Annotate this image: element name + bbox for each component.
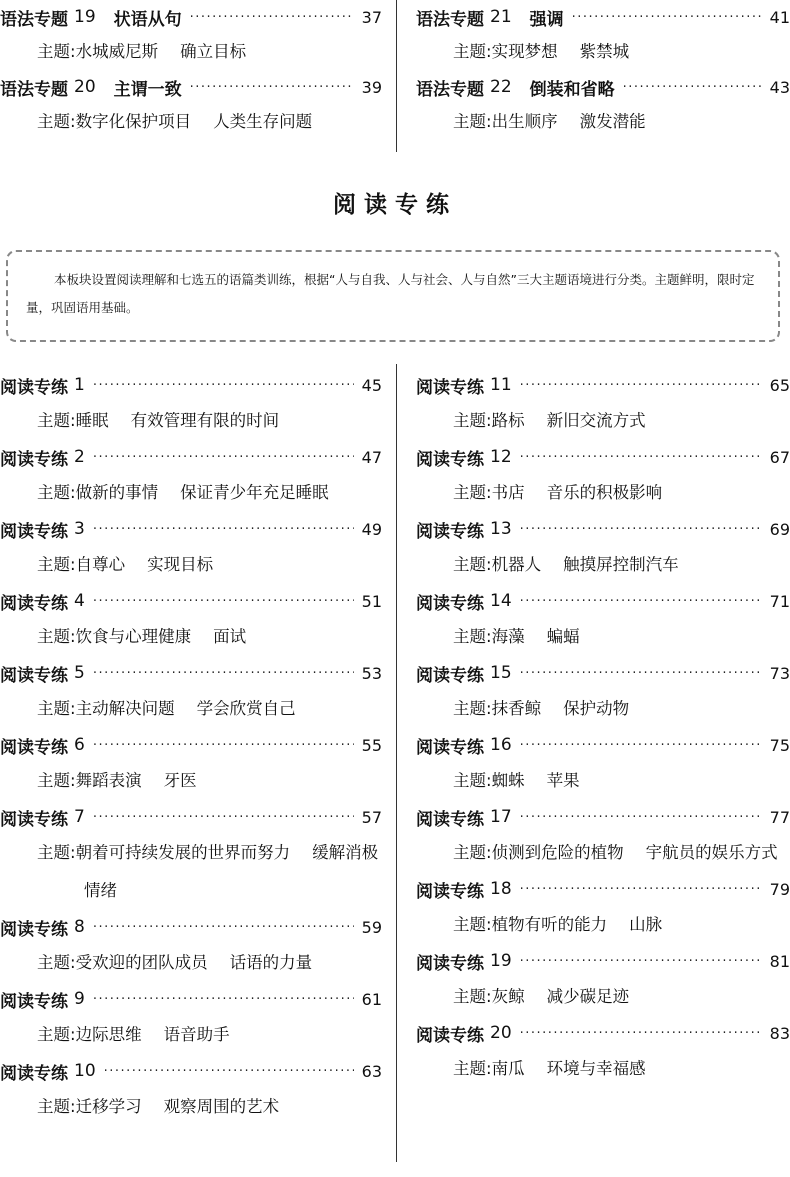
entry-topics bbox=[0, 1016, 382, 1054]
entry-label: 阅读专练 bbox=[0, 521, 68, 542]
topic-2: 环境与幸福感 bbox=[546, 1059, 646, 1078]
topic-2: 确立目标 bbox=[180, 42, 247, 61]
topic-2: 蝙蝠 bbox=[546, 627, 580, 646]
entry-number: 3 bbox=[74, 519, 85, 539]
toc-entry-grammar-22[interactable] bbox=[416, 70, 790, 140]
dot-leader bbox=[104, 1064, 354, 1079]
dot-leader bbox=[93, 992, 354, 1007]
toc-entry-reading-16[interactable] bbox=[416, 728, 790, 800]
entry-number: 9 bbox=[74, 989, 85, 1009]
entry-topics bbox=[0, 944, 382, 982]
entry-number: 19 bbox=[490, 951, 512, 971]
topic-label: 主题: bbox=[453, 915, 492, 934]
dot-leader bbox=[520, 810, 762, 825]
entry-label: 阅读专练 bbox=[0, 377, 68, 398]
topic-2: 触摸屏控制汽车 bbox=[563, 555, 679, 574]
toc-entry-grammar-19[interactable] bbox=[0, 0, 382, 70]
topic-1: 海藻 bbox=[491, 627, 525, 646]
entry-topics bbox=[416, 978, 790, 1016]
topic-1: 睡眠 bbox=[75, 411, 109, 430]
topic-2: 缓解消极情绪 bbox=[84, 843, 379, 900]
topic-2: 新旧交流方式 bbox=[546, 411, 646, 430]
entry-label: 阅读专练 bbox=[0, 991, 68, 1012]
dot-leader bbox=[93, 920, 354, 935]
entry-number: 5 bbox=[74, 663, 85, 683]
page-number: 39 bbox=[361, 77, 382, 97]
toc-entry-grammar-21[interactable] bbox=[416, 0, 790, 70]
entry-number: 20 bbox=[74, 77, 96, 97]
toc-entry-reading-20[interactable] bbox=[416, 1016, 790, 1088]
topic-2: 语音助手 bbox=[163, 1025, 230, 1044]
toc-entry-reading-19[interactable] bbox=[416, 944, 790, 1016]
entry-topics bbox=[416, 834, 790, 872]
toc-entry-reading-9[interactable] bbox=[0, 982, 382, 1054]
topic-2: 保护动物 bbox=[563, 699, 630, 718]
dot-leader bbox=[520, 954, 762, 969]
topic-2: 音乐的积极影响 bbox=[546, 483, 663, 502]
topic-2: 牙医 bbox=[163, 771, 197, 790]
topic-1: 出生顺序 bbox=[491, 112, 558, 131]
topic-label: 主题: bbox=[37, 843, 76, 862]
entry-number: 18 bbox=[490, 879, 512, 899]
page-number: 49 bbox=[361, 519, 382, 539]
topic-2: 观察周围的艺术 bbox=[163, 1097, 280, 1116]
entry-title: 状语从句 bbox=[113, 9, 182, 30]
dot-leader bbox=[520, 882, 762, 897]
page-number: 53 bbox=[361, 663, 382, 683]
grammar-right-column bbox=[416, 0, 790, 140]
entry-topics bbox=[0, 104, 382, 140]
entry-label: 阅读专练 bbox=[0, 665, 68, 686]
grammar-section bbox=[0, 0, 790, 160]
dot-leader bbox=[572, 10, 762, 25]
entry-topics bbox=[0, 34, 382, 70]
topic-2: 有效管理有限的时间 bbox=[130, 411, 280, 430]
topic-label: 主题: bbox=[453, 771, 492, 790]
page-number: 55 bbox=[361, 735, 382, 755]
toc-entry-reading-6[interactable] bbox=[0, 728, 382, 800]
dot-leader bbox=[190, 80, 354, 95]
entry-topics bbox=[416, 474, 790, 512]
dot-leader bbox=[520, 738, 762, 753]
entry-topics bbox=[0, 618, 382, 656]
page-number: 41 bbox=[769, 7, 790, 27]
topic-1: 实现梦想 bbox=[491, 42, 558, 61]
topic-2: 苹果 bbox=[546, 771, 580, 790]
page-number: 75 bbox=[769, 735, 790, 755]
topic-2: 人类生存问题 bbox=[213, 112, 313, 131]
page-number: 65 bbox=[769, 375, 790, 395]
page-number: 81 bbox=[769, 951, 790, 971]
page-number: 57 bbox=[361, 807, 382, 827]
entry-label: 语法专题 bbox=[416, 79, 484, 100]
entry-number: 2 bbox=[74, 447, 85, 467]
topic-2: 紫禁城 bbox=[579, 42, 630, 61]
entry-topics bbox=[0, 690, 382, 728]
topic-label: 主题: bbox=[453, 627, 492, 646]
entry-topics bbox=[416, 104, 790, 140]
entry-topics bbox=[416, 906, 790, 944]
toc-entry-reading-7[interactable] bbox=[0, 800, 382, 910]
entry-title: 主谓一致 bbox=[113, 79, 182, 100]
reading-left-column bbox=[0, 368, 382, 1126]
topic-1: 蜘蛛 bbox=[491, 771, 525, 790]
page-number: 45 bbox=[361, 375, 382, 395]
entry-number: 16 bbox=[490, 735, 512, 755]
dot-leader bbox=[520, 522, 762, 537]
entry-label: 阅读专练 bbox=[0, 593, 68, 614]
topic-1: 主动解决问题 bbox=[75, 699, 175, 718]
topic-label: 主题: bbox=[453, 1059, 492, 1078]
topic-label: 主题: bbox=[37, 699, 76, 718]
entry-topics bbox=[416, 1050, 790, 1088]
topic-2: 实现目标 bbox=[147, 555, 214, 574]
topic-label: 主题: bbox=[37, 42, 76, 61]
entry-label: 语法专题 bbox=[416, 9, 484, 30]
entry-number: 20 bbox=[490, 1023, 512, 1043]
topic-label: 主题: bbox=[453, 42, 492, 61]
topic-1: 抹香鲸 bbox=[491, 699, 542, 718]
topic-label: 主题: bbox=[453, 555, 492, 574]
topic-label: 主题: bbox=[37, 483, 76, 502]
toc-entry-reading-10[interactable] bbox=[0, 1054, 382, 1126]
entry-number: 4 bbox=[74, 591, 85, 611]
topic-label: 主题: bbox=[453, 843, 492, 862]
topic-1: 做新的事情 bbox=[75, 483, 159, 502]
entry-label: 阅读专练 bbox=[416, 521, 484, 542]
entry-number: 13 bbox=[490, 519, 512, 539]
topic-1: 数字化保护项目 bbox=[75, 112, 192, 131]
entry-label: 阅读专练 bbox=[0, 737, 68, 758]
column-divider bbox=[396, 0, 397, 152]
entry-number: 12 bbox=[490, 447, 512, 467]
topic-label: 主题: bbox=[37, 1025, 76, 1044]
toc-entry-reading-3[interactable] bbox=[0, 512, 382, 584]
topic-1: 受欢迎的团队成员 bbox=[75, 953, 208, 972]
topic-label: 主题: bbox=[453, 112, 492, 131]
toc-entry-reading-5[interactable] bbox=[0, 656, 382, 728]
topic-label: 主题: bbox=[453, 483, 492, 502]
entry-topics bbox=[0, 834, 382, 910]
entry-number: 6 bbox=[74, 735, 85, 755]
entry-topics bbox=[0, 546, 382, 584]
topic-1: 书店 bbox=[491, 483, 525, 502]
entry-number: 10 bbox=[74, 1061, 96, 1081]
entry-label: 阅读专练 bbox=[416, 1025, 484, 1046]
entry-label: 阅读专练 bbox=[416, 665, 484, 686]
topic-label: 主题: bbox=[37, 411, 76, 430]
dot-leader bbox=[520, 594, 762, 609]
entry-number: 22 bbox=[490, 77, 512, 97]
dot-leader bbox=[93, 450, 354, 465]
entry-label: 阅读专练 bbox=[0, 1063, 68, 1084]
entry-number: 19 bbox=[74, 7, 96, 27]
page-number: 51 bbox=[361, 591, 382, 611]
entry-topics bbox=[416, 618, 790, 656]
entry-topics bbox=[416, 402, 790, 440]
topic-1: 自尊心 bbox=[75, 555, 126, 574]
entry-number: 17 bbox=[490, 807, 512, 827]
topic-2: 话语的力量 bbox=[229, 953, 313, 972]
topic-2: 山脉 bbox=[629, 915, 663, 934]
dot-leader bbox=[520, 450, 762, 465]
topic-1: 灰鲸 bbox=[491, 987, 525, 1006]
page-number: 59 bbox=[361, 917, 382, 937]
topic-label: 主题: bbox=[37, 1097, 76, 1116]
topic-2: 面试 bbox=[213, 627, 247, 646]
topic-label: 主题: bbox=[37, 112, 76, 131]
topic-1: 侦测到危险的植物 bbox=[491, 843, 624, 862]
toc-entry-reading-2[interactable] bbox=[0, 440, 382, 512]
page-number: 37 bbox=[361, 7, 382, 27]
entry-topics bbox=[0, 1088, 382, 1126]
topic-1: 机器人 bbox=[491, 555, 542, 574]
topic-label: 主题: bbox=[37, 627, 76, 646]
dot-leader bbox=[520, 1026, 762, 1041]
topic-1: 水城威尼斯 bbox=[75, 42, 159, 61]
entry-label: 阅读专练 bbox=[416, 809, 484, 830]
entry-topics bbox=[0, 474, 382, 512]
dot-leader bbox=[623, 80, 762, 95]
page-number: 71 bbox=[769, 591, 790, 611]
entry-label: 阅读专练 bbox=[416, 881, 484, 902]
entry-topics bbox=[416, 690, 790, 728]
entry-label: 阅读专练 bbox=[0, 919, 68, 940]
dot-leader bbox=[93, 522, 354, 537]
entry-title: 倒装和省略 bbox=[529, 79, 615, 100]
dot-leader bbox=[93, 738, 354, 753]
topic-label: 主题: bbox=[453, 699, 492, 718]
topic-2: 激发潜能 bbox=[579, 112, 646, 131]
topic-label: 主题: bbox=[37, 953, 76, 972]
entry-label: 语法专题 bbox=[0, 79, 68, 100]
topic-1: 朝着可持续发展的世界而努力 bbox=[75, 843, 291, 862]
page-number: 43 bbox=[769, 77, 790, 97]
page-number: 83 bbox=[769, 1023, 790, 1043]
entry-number: 8 bbox=[74, 917, 85, 937]
entry-topics bbox=[416, 34, 790, 70]
toc-entry-reading-11[interactable] bbox=[416, 368, 790, 440]
entry-topics bbox=[0, 402, 382, 440]
toc-entry-reading-17[interactable] bbox=[416, 800, 790, 872]
section-title: 阅读专练 bbox=[333, 191, 457, 218]
dot-leader bbox=[190, 10, 354, 25]
entry-label: 语法专题 bbox=[0, 9, 68, 30]
topic-1: 迁移学习 bbox=[75, 1097, 142, 1116]
toc-entry-reading-13[interactable] bbox=[416, 512, 790, 584]
entry-topics bbox=[416, 546, 790, 584]
page-number: 61 bbox=[361, 989, 382, 1009]
topic-1: 路标 bbox=[491, 411, 525, 430]
entry-number: 11 bbox=[490, 375, 512, 395]
dot-leader bbox=[93, 594, 354, 609]
topic-label: 主题: bbox=[453, 411, 492, 430]
toc-entry-reading-12[interactable] bbox=[416, 440, 790, 512]
topic-1: 饮食与心理健康 bbox=[75, 627, 192, 646]
entry-label: 阅读专练 bbox=[0, 809, 68, 830]
dot-leader bbox=[93, 666, 354, 681]
topic-2: 保证青少年充足睡眠 bbox=[180, 483, 329, 502]
entry-label: 阅读专练 bbox=[416, 593, 484, 614]
toc-entry-reading-1[interactable] bbox=[0, 368, 382, 440]
entry-topics bbox=[416, 762, 790, 800]
topic-label: 主题: bbox=[37, 555, 76, 574]
topic-1: 舞蹈表演 bbox=[75, 771, 142, 790]
entry-label: 阅读专练 bbox=[416, 737, 484, 758]
dot-leader bbox=[520, 666, 762, 681]
entry-number: 15 bbox=[490, 663, 512, 683]
page-number: 69 bbox=[769, 519, 790, 539]
page-number: 73 bbox=[769, 663, 790, 683]
entry-title: 强调 bbox=[529, 9, 564, 30]
topic-2: 宇航员的娱乐方式 bbox=[645, 843, 778, 862]
topic-2: 减少碳足迹 bbox=[546, 987, 630, 1006]
intro-box: 本板块设置阅读理解和七选五的语篇类训练，根据“人与自我、人与社会、人与自然”三大主题语境进行分类。主题鲜明，限时定量，巩固语用基础。 bbox=[6, 250, 780, 342]
grammar-left-column bbox=[0, 0, 382, 140]
entry-topics bbox=[0, 762, 382, 800]
toc-entry-reading-4[interactable] bbox=[0, 584, 382, 656]
page-number: 79 bbox=[769, 879, 790, 899]
column-divider bbox=[396, 364, 397, 1162]
page-number: 77 bbox=[769, 807, 790, 827]
topic-label: 主题: bbox=[37, 771, 76, 790]
toc-entry-reading-14[interactable] bbox=[416, 584, 790, 656]
dot-leader bbox=[93, 810, 354, 825]
entry-number: 14 bbox=[490, 591, 512, 611]
page-number: 67 bbox=[769, 447, 790, 467]
topic-1: 边际思维 bbox=[75, 1025, 142, 1044]
topic-1: 植物有听的能力 bbox=[491, 915, 608, 934]
toc-entry-reading-18[interactable] bbox=[416, 872, 790, 944]
toc-entry-reading-15[interactable] bbox=[416, 656, 790, 728]
toc-entry-grammar-20[interactable] bbox=[0, 70, 382, 140]
topic-1: 南瓜 bbox=[491, 1059, 525, 1078]
entry-number: 1 bbox=[74, 375, 85, 395]
page-number: 47 bbox=[361, 447, 382, 467]
dot-leader bbox=[93, 378, 354, 393]
topic-label: 主题: bbox=[453, 987, 492, 1006]
dot-leader bbox=[520, 378, 762, 393]
entry-label: 阅读专练 bbox=[416, 953, 484, 974]
topic-2: 学会欣赏自己 bbox=[196, 699, 296, 718]
entry-number: 7 bbox=[74, 807, 85, 827]
toc-entry-reading-8[interactable] bbox=[0, 910, 382, 982]
reading-right-column bbox=[416, 368, 790, 1088]
entry-label: 阅读专练 bbox=[416, 449, 484, 470]
entry-number: 21 bbox=[490, 7, 512, 27]
page-number: 63 bbox=[361, 1061, 382, 1081]
entry-label: 阅读专练 bbox=[0, 449, 68, 470]
entry-label: 阅读专练 bbox=[416, 377, 484, 398]
